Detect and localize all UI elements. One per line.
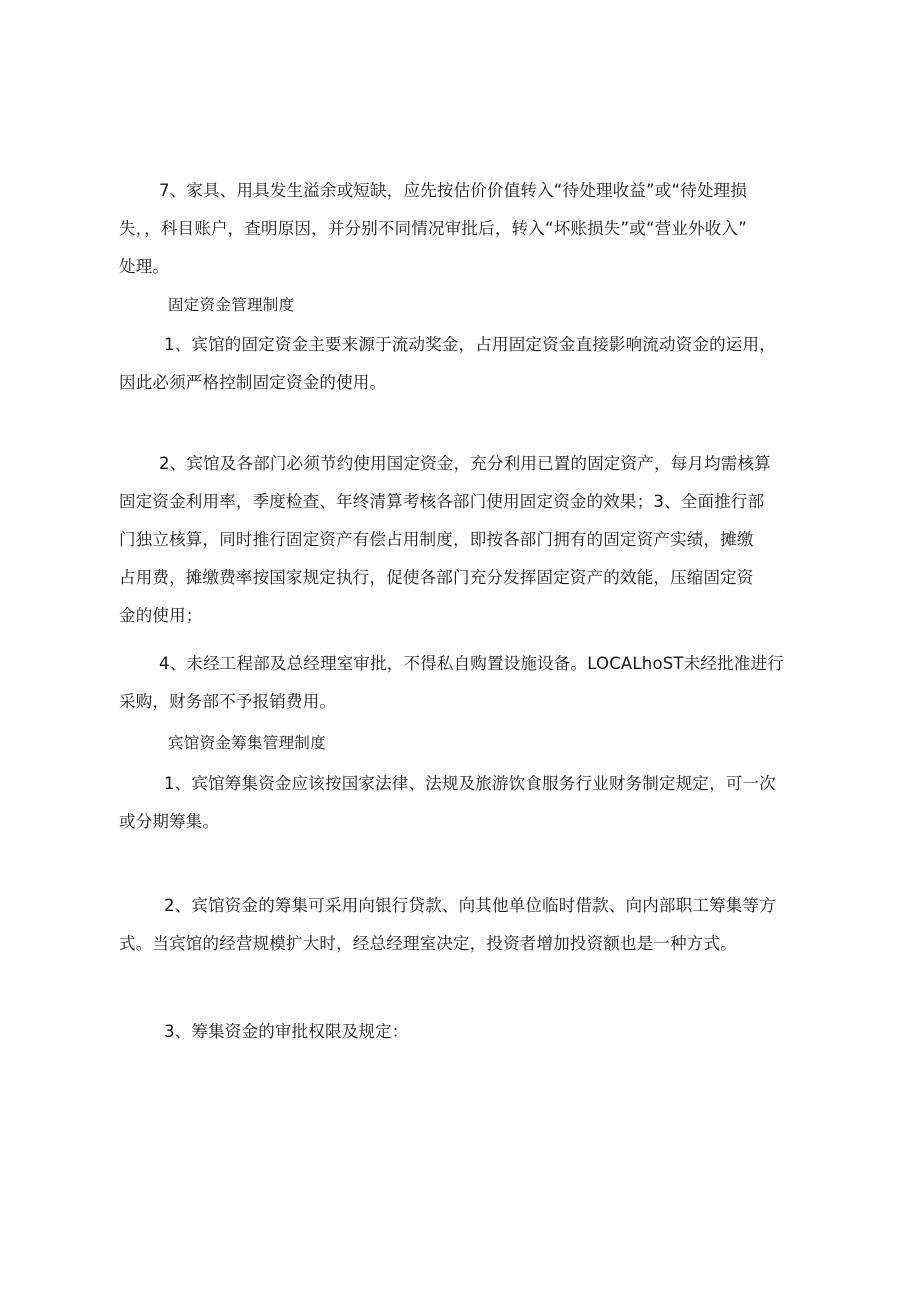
text-line: 失，，科目账户，查明原因，并分别不同情况审批后，转入“坏账损失”或“营业外收入” bbox=[119, 219, 747, 238]
text-line: 4、未经工程部及总经理室审批，不得私自购置设施设备。LOCALhoST未经批准进行 bbox=[159, 654, 784, 673]
paragraph-fixed-capital-2 bbox=[119, 445, 793, 635]
text-line: 占用费，摊缴费率按国家规定执行，促使各部门充分发挥固定资产的效能，压缩固定资 bbox=[119, 568, 754, 587]
text-line: 或分期筹集。 bbox=[119, 812, 220, 831]
text-line: 3、筹集资金的审批权限及规定： bbox=[164, 1022, 409, 1041]
text-line: 采购，财务部不予报销费用。 bbox=[119, 692, 337, 711]
paragraph-capital-raising-1 bbox=[119, 765, 798, 841]
paragraph-item-7 bbox=[119, 172, 793, 286]
paragraph-fixed-capital-1 bbox=[119, 326, 798, 402]
text-line: 1、宾馆筹集资金应该按国家法律、法规及旅游饮食服务行业财务制定规定，可一次 bbox=[164, 774, 776, 793]
paragraph-fixed-capital-4 bbox=[119, 645, 793, 721]
section-heading-fixed-capital: 固定资金管理制度 bbox=[168, 296, 295, 314]
paragraph-capital-raising-3 bbox=[164, 1013, 798, 1051]
text-line: 1、宾馆的固定资金主要来源于流动奖金，占用固定资金直接影响流动资金的运用， bbox=[164, 335, 776, 354]
text-line: 7、家具、用具发生溢余或短缺，应先按估价价值转入“待处理收益”或“待处理损 bbox=[159, 181, 748, 200]
text-line: 固定资金利用率，季度检查、年终清算考核各部门使用固定资金的效果；3、全面推行部 bbox=[119, 492, 765, 511]
text-line: 金的使用； bbox=[119, 606, 203, 625]
text-line: 因此必须严格控制固定资金的使用。 bbox=[119, 373, 387, 392]
text-line: 门独立核算，同时推行固定资产有偿占用制度，即按各部门拥有的固定资产实绩，摊缴 bbox=[119, 530, 754, 549]
text-line: 式。当宾馆的经营规模扩大时，经总经理室决定，投资者增加投资额也是一种方式。 bbox=[119, 934, 737, 953]
text-line: 处理。 bbox=[119, 257, 170, 276]
text-line: 2、宾馆资金的筹集可采用向银行贷款、向其他单位临时借款、向内部职工筹集等方 bbox=[164, 896, 776, 915]
text-line: 2、宾馆及各部门必须节约使用国定资金，充分利用已置的固定资产，每月均需核算 bbox=[159, 454, 771, 473]
paragraph-capital-raising-2 bbox=[119, 887, 798, 963]
section-heading-capital-raising: 宾馆资金筹集管理制度 bbox=[168, 734, 327, 752]
